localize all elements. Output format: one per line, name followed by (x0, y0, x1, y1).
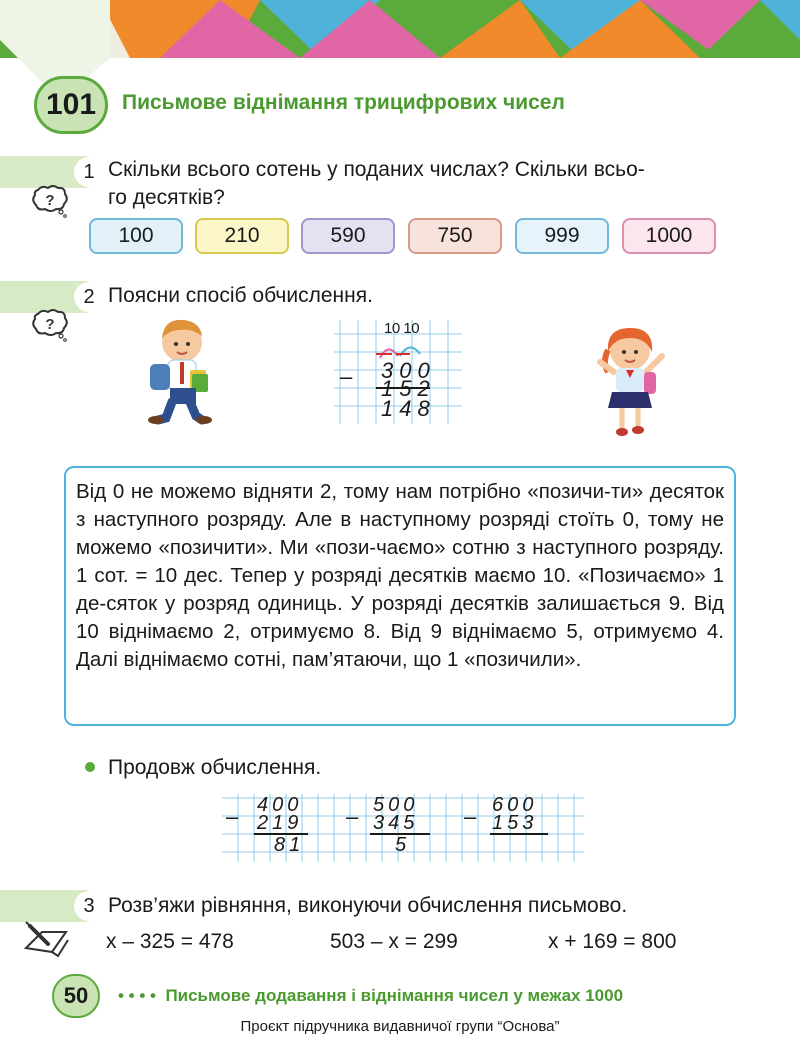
ex-c-top: 600 (492, 794, 538, 816)
exercise-3-text: Розв’яжи рівняння, виконуючи обчислення письмово. (108, 894, 628, 917)
ex-b-result: 5 (395, 834, 411, 856)
svg-text:?: ? (45, 316, 55, 333)
think-icon (30, 184, 70, 218)
minuend: 300 (381, 358, 436, 383)
footer-title-text: Письмове додавання і віднімання чисел у межах 1000 (165, 986, 624, 1005)
equation-2: 503 – x = 299 (330, 930, 458, 953)
footer-dots: • • • • (118, 986, 156, 1005)
lesson-number-badge: 101 (34, 76, 108, 134)
ex-b-bottom: 345 (373, 812, 419, 834)
continue-text: Продовж обчислення. (108, 756, 322, 779)
boy-illustration (140, 314, 218, 426)
pencil-notebook-icon (22, 918, 72, 958)
carry-digits: 10 10 (384, 320, 420, 337)
equation-3: x + 169 = 800 (548, 930, 677, 953)
girl-illustration (596, 322, 670, 440)
number-box-3: 590 (301, 218, 395, 254)
explanation-text: Від 0 не можемо відняти 2, тому нам потрібно «позичи-ти» десяток з наступного розряду. Але в наступному розряді стоїть 0, тому не можемо «позичити». Ми «пози-чаємо» сотню з наступного розряду. 1 сот. = 10 дес. Тепер у розряді десятків маємо 10. «Позичаємо» 1 де-сяток у розряд одиниць. У розряді десятків залишається 9. Від 10 віднімаємо 2, отримуємо 8. Від 9 віднімаємо 5, отримуємо 4. Далі віднімаємо сотні, пам’ятаючи, що 1 «позичили». (76, 480, 724, 671)
exercise-1-line1: Скільки всього сотень у поданих числах? Скільки всьо- (108, 158, 645, 181)
difference: 148 (381, 396, 436, 421)
exercise-2-text: Поясни спосіб обчислення. (108, 284, 373, 307)
top-color-band (0, 0, 800, 58)
think-icon (30, 308, 70, 342)
subtrahend: 152 (381, 376, 436, 401)
svg-text:–: – (464, 804, 477, 829)
ex-c-bottom: 153 (492, 812, 538, 834)
exercise-1-number: 1 (74, 157, 104, 187)
svg-text:?: ? (45, 192, 55, 209)
svg-text:–: – (346, 804, 359, 829)
svg-text:–: – (226, 804, 239, 829)
number-box-2: 210 (195, 218, 289, 254)
explanation-box (64, 466, 736, 726)
minus-sign: – (340, 364, 353, 389)
lesson-title: Письмове віднімання трицифрових чисел (122, 91, 565, 114)
ex-a-result: 81 (274, 834, 305, 856)
exercise-2-number: 2 (74, 282, 104, 312)
publisher-note: Проєкт підручника видавничої групи “Основа” (240, 1018, 560, 1035)
number-box-1: 100 (89, 218, 183, 254)
number-box-6: 1000 (622, 218, 716, 254)
ex-b-top: 500 (373, 794, 419, 816)
number-box-4: 750 (408, 218, 502, 254)
bullet-point (85, 762, 95, 772)
page-number: 50 (52, 974, 100, 1018)
footer-title (118, 986, 623, 1006)
ex-a-bottom: 219 (257, 812, 303, 834)
equation-1: x – 325 = 478 (106, 930, 234, 953)
exercise-1-line2: го десятків? (108, 186, 225, 209)
number-box-5: 999 (515, 218, 609, 254)
exercise-3-number: 3 (74, 891, 104, 921)
ex-a-top: 400 (257, 794, 303, 816)
